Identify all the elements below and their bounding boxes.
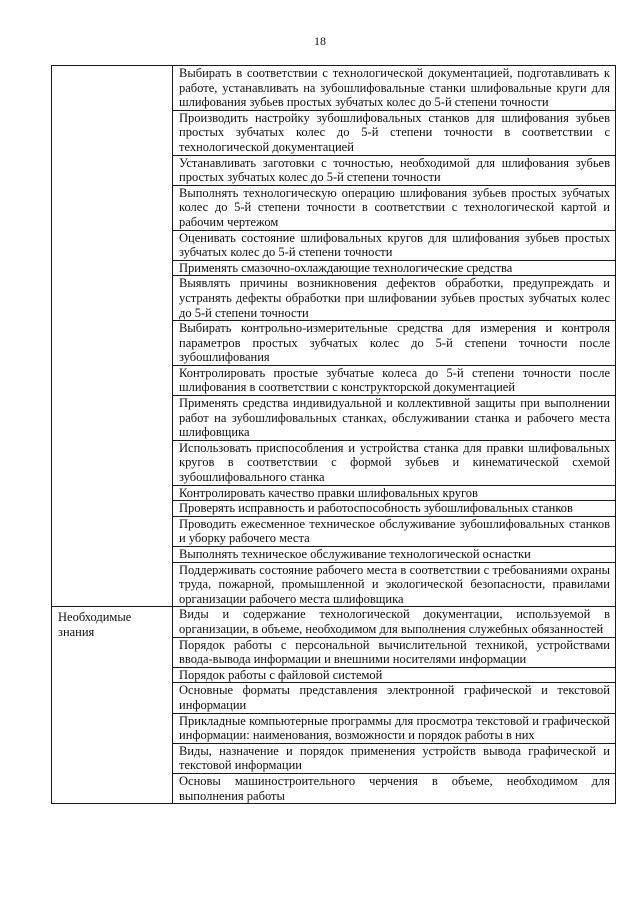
requirement-item: Выявлять причины возникновения дефектов обработки, предупреждать и устранять дефекты обработки при шлифовании зубьев простых зубчатых колес до 5-й степени точности [173,276,615,321]
requirement-item: Порядок работы с файловой системой [173,668,615,684]
requirement-item: Контролировать качество правки шлифовальных кругов [173,486,615,502]
requirement-item: Прикладные компьютерные программы для просмотра текстовой и графической информации: наименования, возможности и порядок работы в них [173,714,615,744]
requirement-item: Производить настройку зубошлифовальных станков для шлифования зубьев простых зубчатых колес до 5-й степени точности в соответствии с технологической документацией [173,111,615,156]
requirement-item: Применять средства индивидуальной и коллективной защиты при выполнении работ на зубошлифовальных станках, обслуживании станка и рабочего места шлифовщика [173,396,615,441]
requirement-item: Виды и содержание технологической документации, используемой в организации, в объеме, необходимом для выполнения служебных обязанностей [173,607,615,637]
section-label-cell [52,607,173,804]
requirements-cell [173,66,616,607]
requirements-cell [173,607,616,804]
requirement-item: Контролировать простые зубчатые колеса до 5-й степени точности после шлифования в соответствии с конструкторской документацией [173,366,615,396]
requirement-item: Проводить ежесменное техническое обслуживание зубошлифовальных станков и уборку рабочего места [173,517,615,547]
requirement-item: Порядок работы с персональной вычислительной техникой, устройствами ввода-вывода информации и внешними носителями информации [173,638,615,668]
requirement-item: Использовать приспособления и устройства станка для правки шлифовальных кругов в соответствии с формой зубьев и кинематической схемой зубошлифовального станка [173,441,615,486]
requirement-item: Оценивать состояние шлифовальных кругов для шлифования зубьев простых зубчатых колес до 5-й степени точности [173,231,615,261]
section-row-knowledge [52,607,616,804]
page-number: 18 [314,34,326,48]
requirement-item: Устанавливать заготовки с точностью, необходимой для шлифования зубьев простых зубчатых колес до 5-й степени точности [173,156,615,186]
requirement-item: Выполнять техническое обслуживание технологической оснастки [173,547,615,563]
section-label: Необходимые знания [58,610,132,640]
competency-table [51,65,616,804]
requirement-item: Выполнять технологическую операцию шлифования зубьев простых зубчатых колес до 5-й степени точности в соответствии с технологической картой и рабочим чертежом [173,186,615,231]
requirement-item: Виды, назначение и порядок применения устройств вывода графической и текстовой информации [173,744,615,774]
requirement-item: Выбирать контрольно-измерительные средства для измерения и контроля параметров простых зубчатых колес до 5-й степени точности после зубошлифования [173,321,615,366]
requirement-item: Основы машиностроительного черчения в объеме, необходимом для выполнения работы [179,773,610,803]
requirement-item: Поддерживать состояние рабочего места в соответствии с требованиями охраны труда, пожарной, промышленной и экологической безопасности, правилами организации рабочего места шлифовщика [179,562,610,606]
requirement-item: Выбирать в соответствии с технологической документацией, подготавливать к работе, устанавливать на зубошлифовальные станки шлифовальные круги для шлифования зубьев простых зубчатых колес до 5-й степени точности [173,66,615,111]
section-label-cell [52,66,173,607]
section-row-skills [52,66,616,607]
requirement-item: Применять смазочно-охлаждающие технологические средства [173,261,615,277]
requirement-item: Проверять исправность и работоспособность зубошлифовальных станков [173,501,615,517]
section-label [52,66,172,69]
requirement-item: Основные форматы представления электронной графической и текстовой информации [173,683,615,713]
